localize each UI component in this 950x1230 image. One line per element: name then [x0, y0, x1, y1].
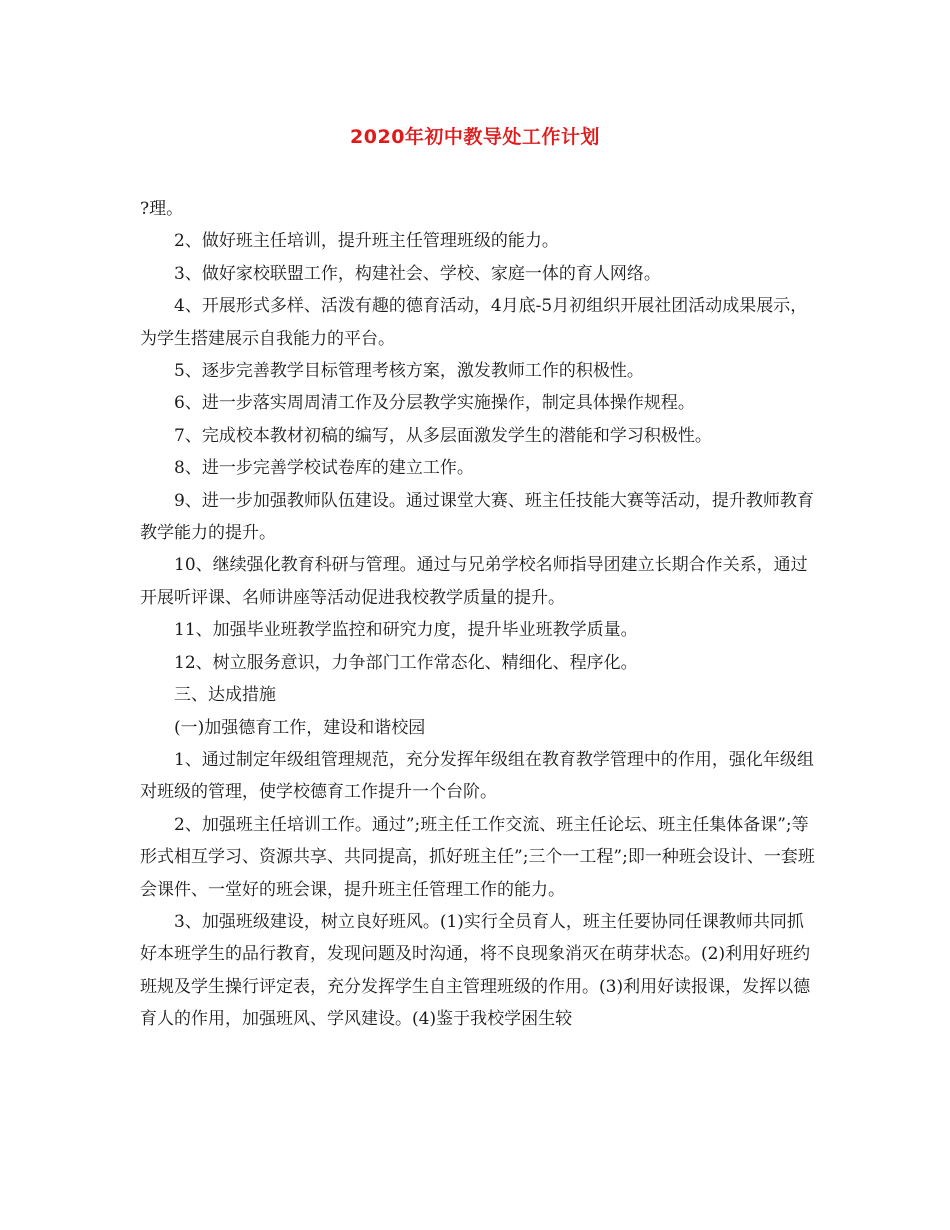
paragraph: 11、加强毕业班教学监控和研究力度，提升毕业班教学质量。 [174, 620, 638, 641]
paragraph: 5、逐步完善教学目标管理考核方案，激发教师工作的积极性。 [174, 361, 644, 382]
paragraph: 9、进一步加强教师队伍建设。通过课堂大赛、班主任技能大赛等活动，提升教师教育教学能力的提升。 [140, 490, 814, 544]
paragraph: 10、继续强化教育科研与管理。通过与兄弟学校名师指导团建立长期合作关系，通过开展听评课、名师讲座等活动促进我校教学质量的提升。 [140, 555, 808, 608]
paragraph: 1、通过制定年级组管理规范，充分发挥年级组在教育教学管理中的作用，强化年级组对班级的管理，使学校德育工作提升一个台阶。 [140, 749, 814, 803]
section-heading: 三、达成措施 [174, 685, 276, 706]
paragraph: 3、做好家校联盟工作，构建社会、学校、家庭一体的育人网络。 [174, 263, 661, 284]
paragraph: 2、做好班主任培训，提升班主任管理班级的能力。 [174, 231, 559, 252]
paragraph: 12、树立服务意识，力争部门工作常态化、精细化、程序化。 [174, 652, 638, 673]
paragraph: 6、进一步落实周周清工作及分层教学实施操作，制定具体操作规程。 [174, 393, 695, 414]
document-title: 2020年初中教导处工作计划 [350, 126, 600, 148]
paragraph: 3、加强班级建设，树立良好班风。(1)实行全员育人，班主任要协同任课教师共同抓好本班学生的品行教育，发现问题及时沟通，将不良现象消灭在萌芽状态。(2)利用好班约班规及学生操行评定表，充分发挥学生自主管理班级的作用。(3)利用好读报课，发挥以德育人的作用，加强班风、学风建设。(4)鉴于我校学困生较 [140, 911, 811, 1030]
document-body [140, 193, 816, 1036]
subsection-heading: (一)加强德育工作，建设和谐校园 [174, 717, 426, 738]
paragraph: 2、加强班主任培训工作。通过”;班主任工作交流、班主任论坛、班主任集体备课”;等形式相互学习、资源共享、共同提高，抓好班主任”;三个一工程”;即一种班会设计、一套班会课件、一堂好的班会课，提升班主任管理工作的能力。 [140, 814, 815, 900]
paragraph: 7、完成校本教材初稿的编写，从多层面激发学生的潜能和学习积极性。 [174, 425, 712, 446]
paragraph: 4、开展形式多样、活泼有趣的德育活动，4月底-5月初组织开展社团活动成果展示，为学生搭建展示自我能力的平台。 [140, 296, 808, 349]
paragraph: 8、进一步完善学校试卷库的建立工作。 [174, 458, 474, 479]
paragraph: ?理。 [140, 199, 184, 219]
